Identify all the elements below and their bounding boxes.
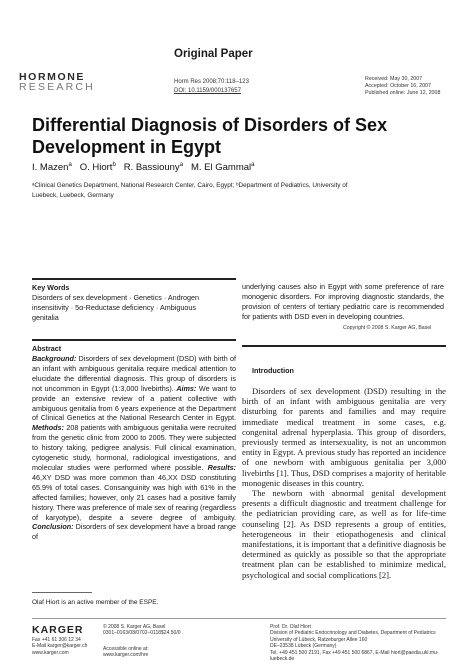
copyright-notice: Copyright © 2008 S. Karger AG, Basel	[343, 325, 432, 331]
methods-label: Methods:	[32, 423, 64, 433]
background-label: Background:	[32, 354, 77, 363]
publisher-contact	[32, 637, 87, 656]
publisher-info	[103, 624, 181, 637]
author-name: I. Mazen	[32, 162, 69, 174]
publisher-issn: 0301–0163/08/0702–0118$24.50/0	[103, 630, 181, 637]
aims-label: Aims:	[176, 383, 197, 393]
accepted-date: Accepted: October 16, 2007	[365, 83, 431, 90]
citation	[174, 78, 249, 95]
results-label: Results:	[207, 462, 236, 472]
author-affil-mark: a	[251, 162, 255, 168]
conclusion-text: Disorders of sex development have a broad range of	[32, 522, 236, 542]
correspondence-contact: Tel. +49 451 500 2191, Fax +49 451 500 6867, E-Mail hiort@paedia.ukl.mu-luebeck.de	[270, 649, 439, 663]
paper-title-line1: Differential Diagnosis of Disorders of Sex	[32, 115, 388, 135]
keywords-divider	[32, 278, 236, 280]
author-affil-mark: b	[112, 162, 116, 168]
affiliations-line2: Luebeck, Luebeck, Germany	[32, 191, 114, 199]
paper-title	[32, 114, 452, 158]
correspondence-name: Prof. Dr. Olaf Hiort	[270, 624, 311, 630]
introduction-body	[242, 386, 446, 580]
affiliations	[32, 181, 442, 200]
introduction-divider	[242, 345, 446, 347]
published-date: Published online: June 12, 2008	[365, 90, 441, 97]
publisher-copyright: © 2008 S. Karger AG, Basel	[103, 624, 166, 630]
author-list	[32, 162, 254, 173]
aims-text: We want to provide an extensive review of a patient collective with ambiguous genitalia from 6 years experience at the Department of Clinical Genetics at the National Research Center in Egypt.	[32, 383, 236, 423]
citation-journal: Horm Res 2008;70:118–123	[174, 79, 249, 85]
publisher-fax: Fax +41 61 306 12 34	[32, 637, 81, 643]
results-text: 46,XY DSD was more common than 46,XX DSD constituting 65.9% of total cases. Consanguinity was high with 61% in the affected families; however, only 21 cases had a positive family history. There was preference of male sex of rearing (regardless of karyotype), despite a severe degree of ambiguity.	[32, 472, 236, 522]
keywords-list	[32, 293, 232, 323]
keywords-line2: insensitivity · 5α-Reductase deficiency · Ambiguous	[32, 303, 196, 312]
journal-logo-line2: RESEARCH	[19, 81, 95, 93]
online-access-label: Accessible online at:	[103, 646, 149, 652]
journal-logo-line1: HORMONE	[19, 71, 86, 83]
abstract-continued: underlying causes also in Egypt with some preference of rare monogenic disorders. For improving diagnostic standards, the provision of centers of tertiary pediatric care is recommended for patients with DSD even in developing countries.	[242, 282, 444, 321]
keywords-heading: Key Words	[32, 283, 70, 292]
conclusion-label: Conclusion:	[32, 522, 74, 532]
correspondence	[270, 624, 460, 662]
methods-text: 208 patients with ambiguous genitalia were recruited from the genetic clinic from 2000 to 2005. They were subjected to history taking, pedigree analysis. Full clinical examination, cytogenetic study, hormonal, radiological investigations, and molecular studies were performed where possible.	[32, 423, 236, 472]
paper-title-line2: Development in Egypt	[32, 137, 222, 157]
author-affil-mark: a	[179, 162, 184, 168]
author-name: M. El Gammal	[190, 162, 252, 174]
publisher-email[interactable]: E-Mail karger@karger.ch	[32, 643, 88, 650]
article-dates	[365, 76, 440, 98]
keywords-line3: genitalia	[32, 313, 59, 322]
abstract-body	[32, 354, 236, 542]
introduction-paragraph: Disorders of sex development (DSD) resulting in the birth of an infant with ambiguous genitalia are very disturbing for parents and families and may require immediate medical treatment in some cases, e.g. congenital adrenal hyperplasia. This group of disorders, previously termed as intersexuality, is not an uncommon entity in Egypt. A previous study has reported an incidence of one newborn with ambiguous genitalia per 3,000 livebirths [1]. Thus, DSD comprises a majority of heritable monogenic diseases in this country.	[242, 386, 446, 488]
author-affil-mark: a	[68, 162, 72, 168]
footnote-divider	[32, 592, 92, 593]
footer-divider	[32, 618, 446, 619]
author-name: O. Hiort	[79, 162, 113, 174]
footnote: Olaf Hiort is an active member of the ESPE.	[32, 599, 159, 606]
correspondence-university: University of Lübeck, Ratzeburger Allee 160	[270, 636, 368, 643]
abstract-heading: Abstract	[32, 344, 62, 353]
publisher-website[interactable]: www.karger.com	[32, 649, 69, 656]
keywords-line1: Disorders of sex development · Genetics · Androgen	[32, 293, 199, 302]
author-name: R. Bassiouny	[123, 162, 180, 174]
received-date: Received: May 30, 2007	[365, 76, 423, 82]
background-text: Disorders of sex development (DSD) with birth of an infant with ambiguous genitalia require medical attention to elucidate the differential diagnosis. This group of disorders is not uncommon in Egypt (1:3,000 livebirths).	[32, 354, 236, 393]
online-access	[103, 646, 149, 659]
affiliations-line1: ᵃClinical Genetics Department, National Research Center, Cairo, Egypt; ᵇDepartment of Pediatrics, University of	[32, 182, 348, 189]
correspondence-division: Division of Pediatric Endocrinology and Diabetes, Department of Pediatrics	[270, 630, 436, 637]
introduction-paragraph: The newborn with abnormal genital development presents a difficult diagnostic and treatment challenge for the pediatrician providing care, as well as for life-time counseling [2]. As DSD represents a group of entities, heterogeneous in their etiopathogenesis and clinical manifestations, it is important that a definitive diagnosis be determined as quickly as possible so that the appropriate treatment plan can be established to minimize medical, psychological and social complications [2].	[242, 488, 446, 580]
correspondence-city: DE–23538 Lübeck (Germany)	[270, 643, 337, 650]
citation-doi[interactable]: DOI: 10.1159/000137657	[174, 87, 241, 94]
article-type: Original Paper	[174, 48, 253, 60]
karger-logo: KARGER	[32, 624, 84, 636]
online-access-link[interactable]: www.karger.com/hre	[103, 652, 149, 659]
journal-logo	[19, 72, 95, 92]
introduction-heading: Introduction	[252, 366, 294, 375]
abstract-divider	[32, 339, 236, 341]
